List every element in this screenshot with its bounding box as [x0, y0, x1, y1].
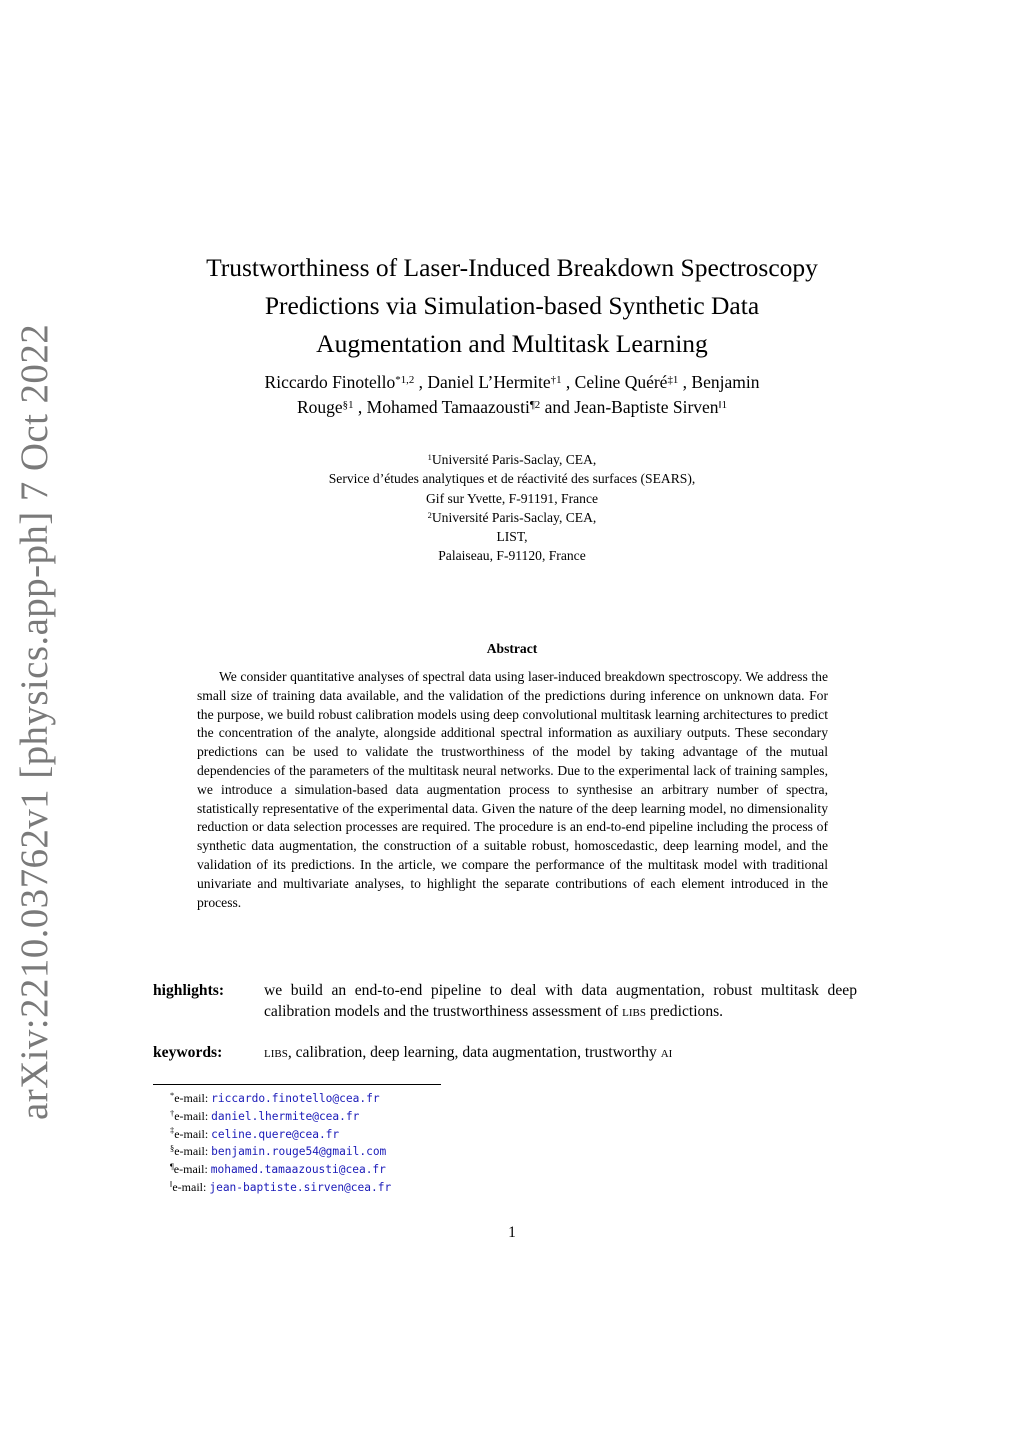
author-separator: , [414, 372, 428, 392]
footnote-label: e-mail: [174, 1091, 209, 1105]
footnote-label: e-mail: [173, 1162, 208, 1177]
footnote-label: e-mail: [174, 1144, 209, 1159]
author-list [150, 370, 874, 420]
keywords-section [153, 1042, 857, 1064]
author-separator: , [353, 397, 367, 417]
author-name: Mohamed Tamaazousti [366, 397, 530, 417]
author-mark[interactable]: §1 [342, 399, 354, 412]
footnotes [170, 1090, 770, 1197]
keywords-text [264, 1042, 857, 1063]
affiliation-line [150, 450, 874, 469]
email-link[interactable]: riccardo.finotello@cea.fr [211, 1092, 380, 1105]
affiliation-line: Palaiseau, F-91120, France [438, 548, 586, 564]
author-mark[interactable]: †1 [550, 374, 562, 387]
abstract-heading: Abstract [486, 641, 538, 656]
author-separator: , [561, 372, 575, 392]
author-mark[interactable]: ¶2 [529, 399, 541, 412]
author-name: Daniel L’Hermite [427, 372, 551, 392]
affiliation-mark: 2 [427, 510, 432, 521]
author-name: Rouge [296, 397, 343, 417]
footnote-item [170, 1108, 770, 1126]
affiliation-text: Université Paris-Saclay, CEA, [431, 509, 597, 525]
highlights-text-part: predictions. [646, 1003, 724, 1020]
highlights-text [264, 980, 857, 1022]
footnote-item [170, 1090, 770, 1108]
keywords-label: keywords: [153, 1044, 223, 1061]
email-link[interactable]: benjamin.rouge54@gmail.com [211, 1145, 387, 1159]
keywords-text-part: , calibration, deep learning, data augmentation, trustworthy [287, 1044, 661, 1061]
footnote-mark: ‖ [170, 1179, 173, 1189]
footnote-item [170, 1143, 770, 1161]
footnote-mark: § [170, 1144, 175, 1154]
email-link[interactable]: daniel.lhermite@cea.fr [211, 1109, 360, 1123]
keyword-acronym: ai [660, 1044, 673, 1061]
footnote-item [170, 1126, 770, 1144]
affiliation-line: Service d’études analytiques et de réactivité des surfaces (SEARS), [328, 471, 696, 487]
title-line: Predictions via Simulation-based Synthetic Data [264, 291, 760, 321]
highlights-text-part: we build an end-to-end pipeline to deal with data augmentation, robust multitask deep calibration models and the trustworthiness assessment of [264, 982, 857, 1020]
footnote-divider [153, 1084, 441, 1085]
title-line: Augmentation and Multitask Learning [316, 329, 708, 359]
footnote-mark: * [170, 1090, 175, 1100]
abstract-text: We consider quantitative analyses of spectral data using laser-induced breakdown spectroscopy. We address the small size of training data available, and the validation of the predictions during inference on unknown data. For the purpose, we build robust calibration models using deep convolutional multitask learning architectures to predict the concentration of the analyte, alongside additional spectral information as auxiliary outputs. These secondary predictions can be used to validate the trustworthiness of the model by taking advantage of the mutual dependencies of the parameters of the multitask neural networks. Due to the experimental lack of training samples, we introduce a simulation-based data augmentation process to synthesise an arbitrary number of spectra, statistically representative of the experimental data. Given the nature of the deep learning model, no dimensionality reduction or data selection processes are required. The procedure is an end-to-end pipeline including the process of synthetic data augmentation, the construction of a suitable robust, homoscedastic, deep learning model, and the validation of its predictions. In the article, we compare the performance of the multitask model with traditional univariate and multivariate analyses, to highlight the separate contributions of each element introduced in the process. [197, 669, 828, 910]
affiliation-line [150, 508, 874, 527]
affiliation-text: Université Paris-Saclay, CEA, [431, 452, 597, 467]
author-mark[interactable]: ‡1 [667, 374, 679, 387]
footnote-mark: ¶ [170, 1162, 174, 1171]
footnote-item [170, 1179, 770, 1197]
keyword-acronym: libs [264, 1044, 288, 1061]
page-number: 1 [508, 1224, 516, 1241]
affiliation-line: Gif sur Yvette, F-91191, France [425, 490, 599, 506]
email-link[interactable]: celine.quere@cea.fr [211, 1127, 340, 1141]
author-separator: and [540, 397, 575, 417]
author-mark[interactable]: ‖1 [718, 399, 728, 412]
arxiv-identifier-stamp[interactable]: arXiv:2210.03762v1 [physics.app-ph] 7 Oct 2022 [13, 323, 56, 1120]
email-link[interactable]: mohamed.tamaazousti@cea.fr [210, 1163, 386, 1177]
author-separator: , Benjamin [678, 372, 760, 392]
author-line [150, 395, 874, 420]
footnote-label: e-mail: [174, 1108, 209, 1123]
highlights-acronym: libs [622, 1003, 646, 1020]
highlights-label: highlights: [153, 982, 225, 999]
footnote-mark: † [170, 1108, 175, 1118]
footnote-item [170, 1161, 770, 1179]
footnote-label: e-mail: [174, 1126, 209, 1141]
footnote-mark: ‡ [170, 1126, 175, 1136]
email-link[interactable]: jean-baptiste.sirven@cea.fr [209, 1180, 392, 1194]
author-name: Riccardo Finotello [264, 372, 396, 392]
footnote-label: e-mail: [172, 1179, 207, 1194]
author-line [150, 370, 874, 395]
author-name: Celine Quéré [574, 372, 668, 392]
author-mark[interactable]: *1,2 [395, 374, 415, 387]
author-name: Jean-Baptiste Sirven [574, 397, 719, 417]
highlights-section [153, 980, 857, 1046]
affiliations [150, 450, 874, 566]
affiliation-line: LIST, [496, 529, 528, 545]
title-line: Trustworthiness of Laser-Induced Breakdown Spectroscopy [206, 253, 818, 283]
affiliation-mark: 1 [427, 452, 432, 463]
paper-title [150, 249, 874, 363]
